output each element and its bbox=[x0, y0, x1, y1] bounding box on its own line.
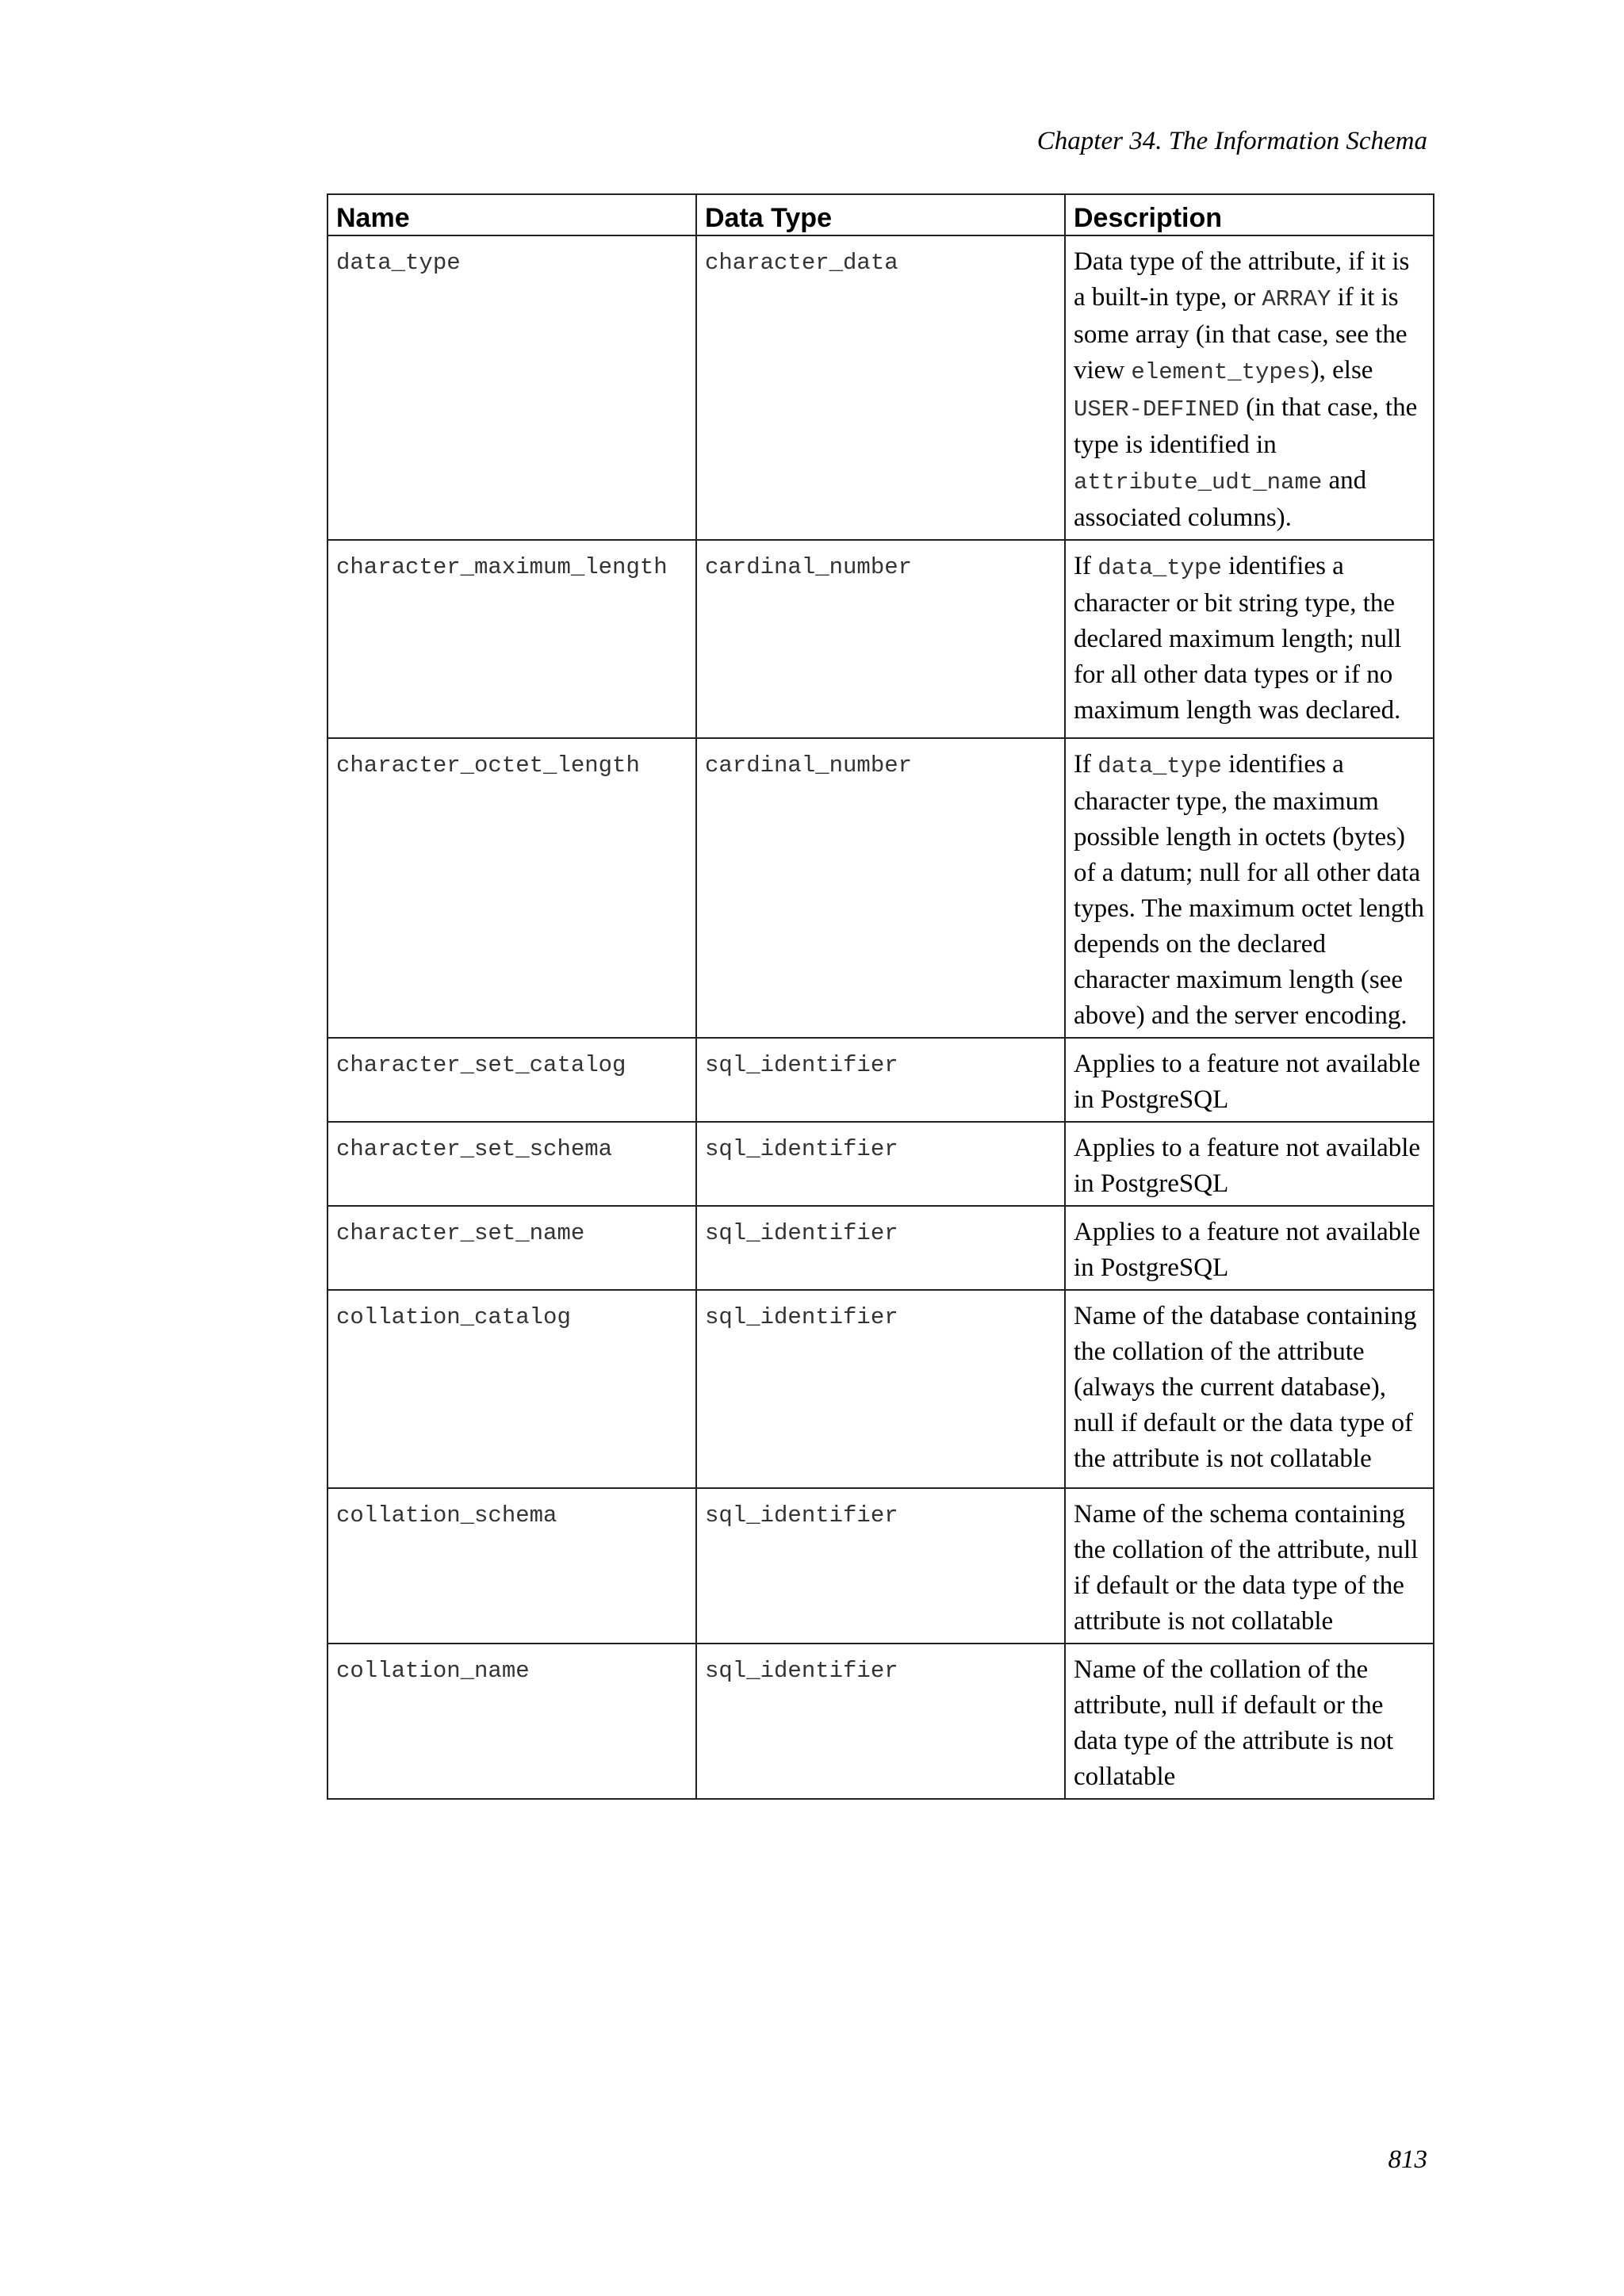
cell-description bbox=[1065, 1488, 1434, 1644]
cell-description bbox=[1065, 235, 1434, 540]
description-text: Name of the schema containing the collation of the attribute, null if default or the data type of the attribute is not collatable bbox=[1074, 1500, 1419, 1636]
cell-data-type: sql_identifier bbox=[696, 1038, 1065, 1122]
inline-code: element_types bbox=[1131, 359, 1311, 385]
table-row bbox=[327, 1206, 1434, 1290]
cell-data-type: sql_identifier bbox=[696, 1122, 1065, 1206]
table-row bbox=[327, 540, 1434, 738]
table-row bbox=[327, 1290, 1434, 1488]
cell-name: character_octet_length bbox=[327, 738, 696, 1038]
cell-name: character_set_schema bbox=[327, 1122, 696, 1206]
table-row bbox=[327, 1038, 1434, 1122]
description-text: Name of the database containing the collation of the attribute (always the current database), null if default or the data type of the attribute is not collatable bbox=[1074, 1302, 1417, 1473]
cell-name: collation_schema bbox=[327, 1488, 696, 1644]
description-text: Name of the collation of the attribute, null if default or the data type of the attribute is not collatable bbox=[1074, 1655, 1394, 1791]
cell-description bbox=[1065, 1290, 1434, 1488]
column-header-name: Name bbox=[327, 194, 696, 235]
description-text: Applies to a feature not available in PostgreSQL bbox=[1074, 1218, 1421, 1282]
cell-name: character_maximum_length bbox=[327, 540, 696, 738]
inline-code: data_type bbox=[1097, 753, 1222, 779]
table-row bbox=[327, 1644, 1434, 1799]
description-text: (in that case, the type is identified in bbox=[1074, 393, 1418, 459]
cell-description bbox=[1065, 1644, 1434, 1799]
inline-code: data_type bbox=[1097, 555, 1222, 581]
cell-description bbox=[1065, 1206, 1434, 1290]
cell-description bbox=[1065, 1122, 1434, 1206]
running-header: Chapter 34. The Information Schema bbox=[1036, 127, 1427, 155]
table-row bbox=[327, 738, 1434, 1038]
attributes-table bbox=[327, 193, 1434, 1800]
description-text: Applies to a feature not available in PostgreSQL bbox=[1074, 1050, 1421, 1114]
inline-code: attribute_udt_name bbox=[1074, 469, 1323, 496]
inline-code: USER-DEFINED bbox=[1074, 396, 1239, 423]
table-row bbox=[327, 1488, 1434, 1644]
table-row bbox=[327, 1122, 1434, 1206]
cell-description bbox=[1065, 540, 1434, 738]
cell-description bbox=[1065, 738, 1434, 1038]
description-text: Applies to a feature not available in PostgreSQL bbox=[1074, 1134, 1421, 1198]
description-text: identifies a character type, the maximum possible length in octets (bytes) of a datum; null for all other data types. The maximum octet length depends on the declared character maximum length (see above) and the server encoding. bbox=[1074, 750, 1425, 1030]
cell-data-type: sql_identifier bbox=[696, 1488, 1065, 1644]
cell-name: character_set_catalog bbox=[327, 1038, 696, 1122]
cell-name: collation_name bbox=[327, 1644, 696, 1799]
description-text: Data type of the attribute, if it is a built-in type, or bbox=[1074, 247, 1410, 312]
cell-data-type: cardinal_number bbox=[696, 738, 1065, 1038]
description-text: and associated columns). bbox=[1074, 466, 1367, 532]
column-header-description: Description bbox=[1065, 194, 1434, 235]
description-text: If bbox=[1074, 552, 1098, 580]
cell-data-type: sql_identifier bbox=[696, 1206, 1065, 1290]
inline-code: ARRAY bbox=[1262, 286, 1331, 312]
column-header-data-type: Data Type bbox=[696, 194, 1065, 235]
description-text: If bbox=[1074, 750, 1098, 779]
table-header-row bbox=[327, 194, 1434, 235]
cell-name: data_type bbox=[327, 235, 696, 540]
cell-description bbox=[1065, 1038, 1434, 1122]
cell-name: collation_catalog bbox=[327, 1290, 696, 1488]
description-text: identifies a character or bit string type, the declared maximum length; null for all other data types or if no maximum length was declared. bbox=[1074, 552, 1402, 725]
page-number: 813 bbox=[1388, 2145, 1427, 2174]
table-row bbox=[327, 235, 1434, 540]
description-text: if it is some array (in that case, see the view bbox=[1074, 283, 1408, 385]
description-text: ), else bbox=[1310, 356, 1373, 385]
cell-data-type: sql_identifier bbox=[696, 1290, 1065, 1488]
cell-data-type: character_data bbox=[696, 235, 1065, 540]
cell-data-type: cardinal_number bbox=[696, 540, 1065, 738]
cell-data-type: sql_identifier bbox=[696, 1644, 1065, 1799]
cell-name: character_set_name bbox=[327, 1206, 696, 1290]
